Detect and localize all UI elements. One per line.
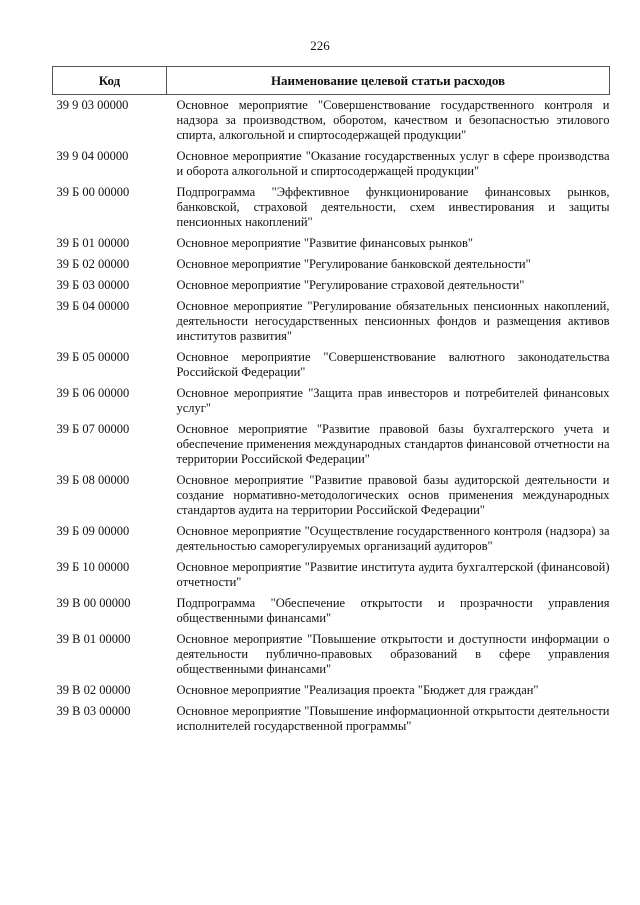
table-body [53,95,610,741]
table-row [53,473,610,524]
budget-codes-table [52,66,610,740]
table-row [53,149,610,185]
row-code: 39 В 01 00000 [56,632,131,646]
row-name: Подпрограмма "Обеспечение открытости и прозрачности управления общественными финансами" [176,596,610,625]
row-name: Основное мероприятие "Развитие института аудита бухгалтерской (финансовой) отчетности" [176,560,610,589]
table-row [53,278,610,299]
row-name: Основное мероприятие "Развитие финансовых рынков" [176,236,474,250]
table-row [53,422,610,473]
row-name: Основное мероприятие "Повышение открытости и доступности информации о деятельности публично-правовых образований в сфере управления общественными финансами" [176,632,610,676]
table-row [53,185,610,236]
row-name: Основное мероприятие "Защита прав инвесторов и потребителей финансовых услуг" [176,386,610,415]
table-row [53,683,610,704]
table-row [53,350,610,386]
row-code: 39 9 04 00000 [56,149,129,163]
row-code: 39 Б 04 00000 [56,299,130,313]
row-code: 39 Б 05 00000 [56,350,130,364]
row-name: Основное мероприятие "Развитие правовой базы аудиторской деятельности и создание нормативно-методологических основ применения международных стандартов аудита на территории Российской Федерации" [176,473,610,517]
header-row [53,67,610,95]
table-row [53,386,610,422]
table-row [53,95,610,150]
row-code: 39 9 03 00000 [56,98,129,112]
row-code: 39 Б 03 00000 [56,278,130,292]
table-row [53,524,610,560]
row-name: Основное мероприятие "Регулирование обязательных пенсионных накоплений, деятельности негосударственных пенсионных фондов и размещения активов институтов развития" [176,299,610,343]
row-code: 39 Б 06 00000 [56,386,130,400]
row-code: 39 В 03 00000 [56,704,131,718]
row-name: Подпрограмма "Эффективное функционирование финансовых рынков, банковской, страховой деятельности, схем инвестирования и защиты пенсионных накоплений" [176,185,610,229]
table-row [53,596,610,632]
row-name: Основное мероприятие "Регулирование страховой деятельности" [176,278,525,292]
row-name: Основное мероприятие "Повышение информационной открытости деятельности исполнителей государственной программы" [176,704,610,733]
row-name: Основное мероприятие "Совершенствование валютного законодательства Российской Федерации" [176,350,610,379]
row-code: 39 В 02 00000 [56,683,131,697]
table-row [53,299,610,350]
row-code: 39 Б 02 00000 [56,257,130,271]
row-name: Основное мероприятие "Осуществление государственного контроля (надзора) за деятельностью саморегулируемых организаций аудиторов" [176,524,610,553]
row-code: 39 Б 00 00000 [56,185,130,199]
row-name: Основное мероприятие "Развитие правовой базы бухгалтерского учета и обеспечение применения международных стандартов финансовой отчетности на территории Российской Федерации" [176,422,610,466]
row-name: Основное мероприятие "Совершенствование государственного контроля и надзора за производством, оборотом, качеством и безопасностью этилового спирта, алкогольной и спиртосодержащей продукции" [176,98,610,142]
row-name: Основное мероприятие "Регулирование банковской деятельности" [176,257,531,271]
row-code: 39 Б 08 00000 [56,473,130,487]
table-row [53,560,610,596]
page-number: 226 [310,38,330,53]
table-header [53,67,610,95]
row-code: 39 В 00 00000 [56,596,131,610]
table-row [53,704,610,740]
name-column-header: Наименование целевой статьи расходов [167,67,610,95]
row-code: 39 Б 07 00000 [56,422,130,436]
row-code: 39 Б 01 00000 [56,236,130,250]
table-row [53,632,610,683]
table-row [53,236,610,257]
code-column-header: Код [53,67,167,95]
row-name: Основное мероприятие "Реализация проекта "Бюджет для граждан" [176,683,539,697]
table-row [53,257,610,278]
row-name: Основное мероприятие "Оказание государственных услуг в сфере производства и оборота алкогольной и спиртосодержащей продукции" [176,149,610,178]
row-code: 39 Б 10 00000 [56,560,130,574]
row-code: 39 Б 09 00000 [56,524,130,538]
